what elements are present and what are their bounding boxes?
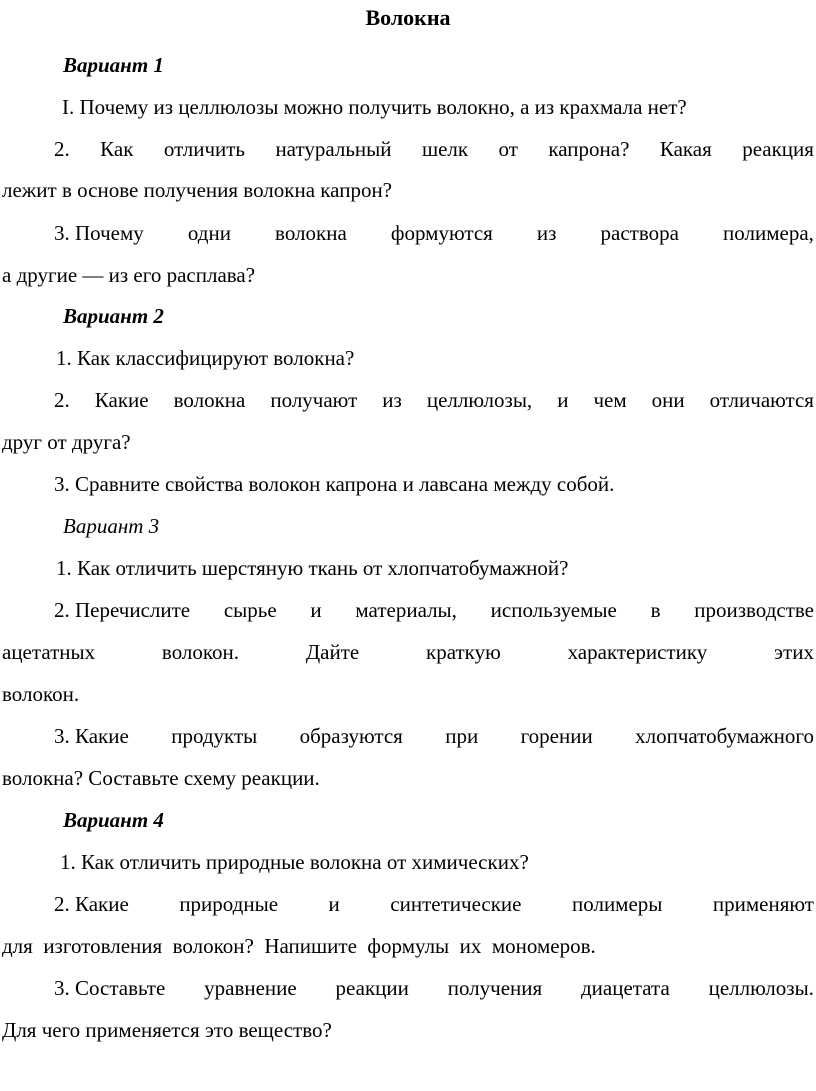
word: этих [774, 640, 814, 664]
word: используемые [490, 598, 617, 622]
variant-4-question-2-line-1 [54, 890, 814, 918]
variant-1-question-2-line-2: лежит в основе получения волокна капрон? [2, 178, 393, 202]
word: уравнение [204, 976, 297, 1000]
word: применяют [712, 892, 814, 916]
word: шелк [421, 137, 469, 161]
variant-3-question-2-line-2 [2, 638, 814, 666]
word: и [557, 388, 569, 412]
word: Как [100, 137, 134, 161]
variant-1-question-1: I. Почему из целлюлозы можно получить волокно, а из крахмала нет? [62, 95, 687, 119]
word: 3. Какие [54, 724, 129, 748]
word: характеристику [567, 640, 708, 664]
word: целлюлозы. [708, 976, 814, 1000]
word: и [328, 892, 340, 916]
variant-2-question-1: 1. Как классифицируют волокна? [56, 346, 355, 370]
variant-4-question-1: 1. Как отличить природные волокна от химических? [60, 850, 529, 874]
word: 2. Перечислите [54, 598, 191, 622]
word: Какие [94, 388, 149, 412]
word: 2. [54, 388, 70, 412]
word: образуются [299, 724, 403, 748]
variant-3-question-2-line-3: волокон. [2, 682, 80, 706]
variant-3-question-3-line-1 [54, 722, 814, 750]
word: капрона? [548, 137, 630, 161]
variant-2-question-3: 3. Сравните свойства волокон капрона и лавсана между собой. [54, 472, 615, 496]
word: натуральный [275, 137, 392, 161]
word: Дайте [305, 640, 360, 664]
variant-3-question-1: 1. Как отличить шерстяную ткань от хлопчатобумажной? [56, 556, 569, 580]
word: полимеры [572, 892, 663, 916]
word: целлюлозы, [426, 388, 533, 412]
word: при [445, 724, 479, 748]
variant-1-question-3-line-1 [54, 219, 814, 247]
word: и [310, 598, 322, 622]
word: они [651, 388, 685, 412]
word: получают [270, 388, 358, 412]
variant-1-question-2-line-1 [54, 135, 814, 163]
word: волокна [275, 221, 347, 245]
variant-3-question-2-line-1 [54, 596, 814, 624]
word: отличить [163, 137, 246, 161]
word: получения [447, 976, 543, 1000]
word: производстве [694, 598, 814, 622]
page-title: Волокна [365, 5, 451, 30]
word: отличаются [709, 388, 814, 412]
word: чем [593, 388, 627, 412]
word: сырье [223, 598, 277, 622]
word: 3. Почему [54, 221, 144, 245]
word: природные [179, 892, 279, 916]
word: из [382, 388, 402, 412]
variant-4-question-2-line-2: для изготовления волокон? Напишите формулы их мономеров. [2, 934, 596, 958]
word: в [650, 598, 661, 622]
word: Какая [659, 137, 712, 161]
word: хлопчатобумажного [635, 724, 814, 748]
word: ацетатных [2, 640, 96, 664]
word: 3. Составьте [54, 976, 166, 1000]
word: материалы, [355, 598, 457, 622]
word: продукты [171, 724, 258, 748]
word: синтетические [390, 892, 522, 916]
word: одни [187, 221, 231, 245]
variant-2-question-2-line-1 [54, 386, 814, 414]
variant-1-heading: Вариант 1 [63, 53, 164, 77]
word: диацетата [581, 976, 670, 1000]
word: от [498, 137, 518, 161]
variant-3-question-3-line-2: волокна? Составьте схему реакции. [2, 766, 320, 790]
word: полимера, [723, 221, 814, 245]
word: 2. [54, 137, 70, 161]
variant-1-question-3-line-2: а другие — из его расплава? [2, 263, 256, 287]
word: краткую [426, 640, 501, 664]
word: формуются [390, 221, 493, 245]
word: из [536, 221, 557, 245]
variant-2-heading: Вариант 2 [63, 304, 164, 328]
variant-4-question-3-line-2: Для чего применяется это вещество? [2, 1018, 332, 1042]
word: реакции [335, 976, 409, 1000]
word: горении [520, 724, 593, 748]
word: реакция [742, 137, 814, 161]
variant-3-heading: Вариант 3 [63, 514, 160, 538]
variant-4-heading: Вариант 4 [63, 808, 164, 832]
word: 2. Какие [54, 892, 129, 916]
word: волокон. [161, 640, 240, 664]
variant-4-question-3-line-1 [54, 974, 814, 1002]
word: раствора [600, 221, 679, 245]
word: волокна [173, 388, 246, 412]
variant-2-question-2-line-2: друг от друга? [2, 430, 131, 454]
